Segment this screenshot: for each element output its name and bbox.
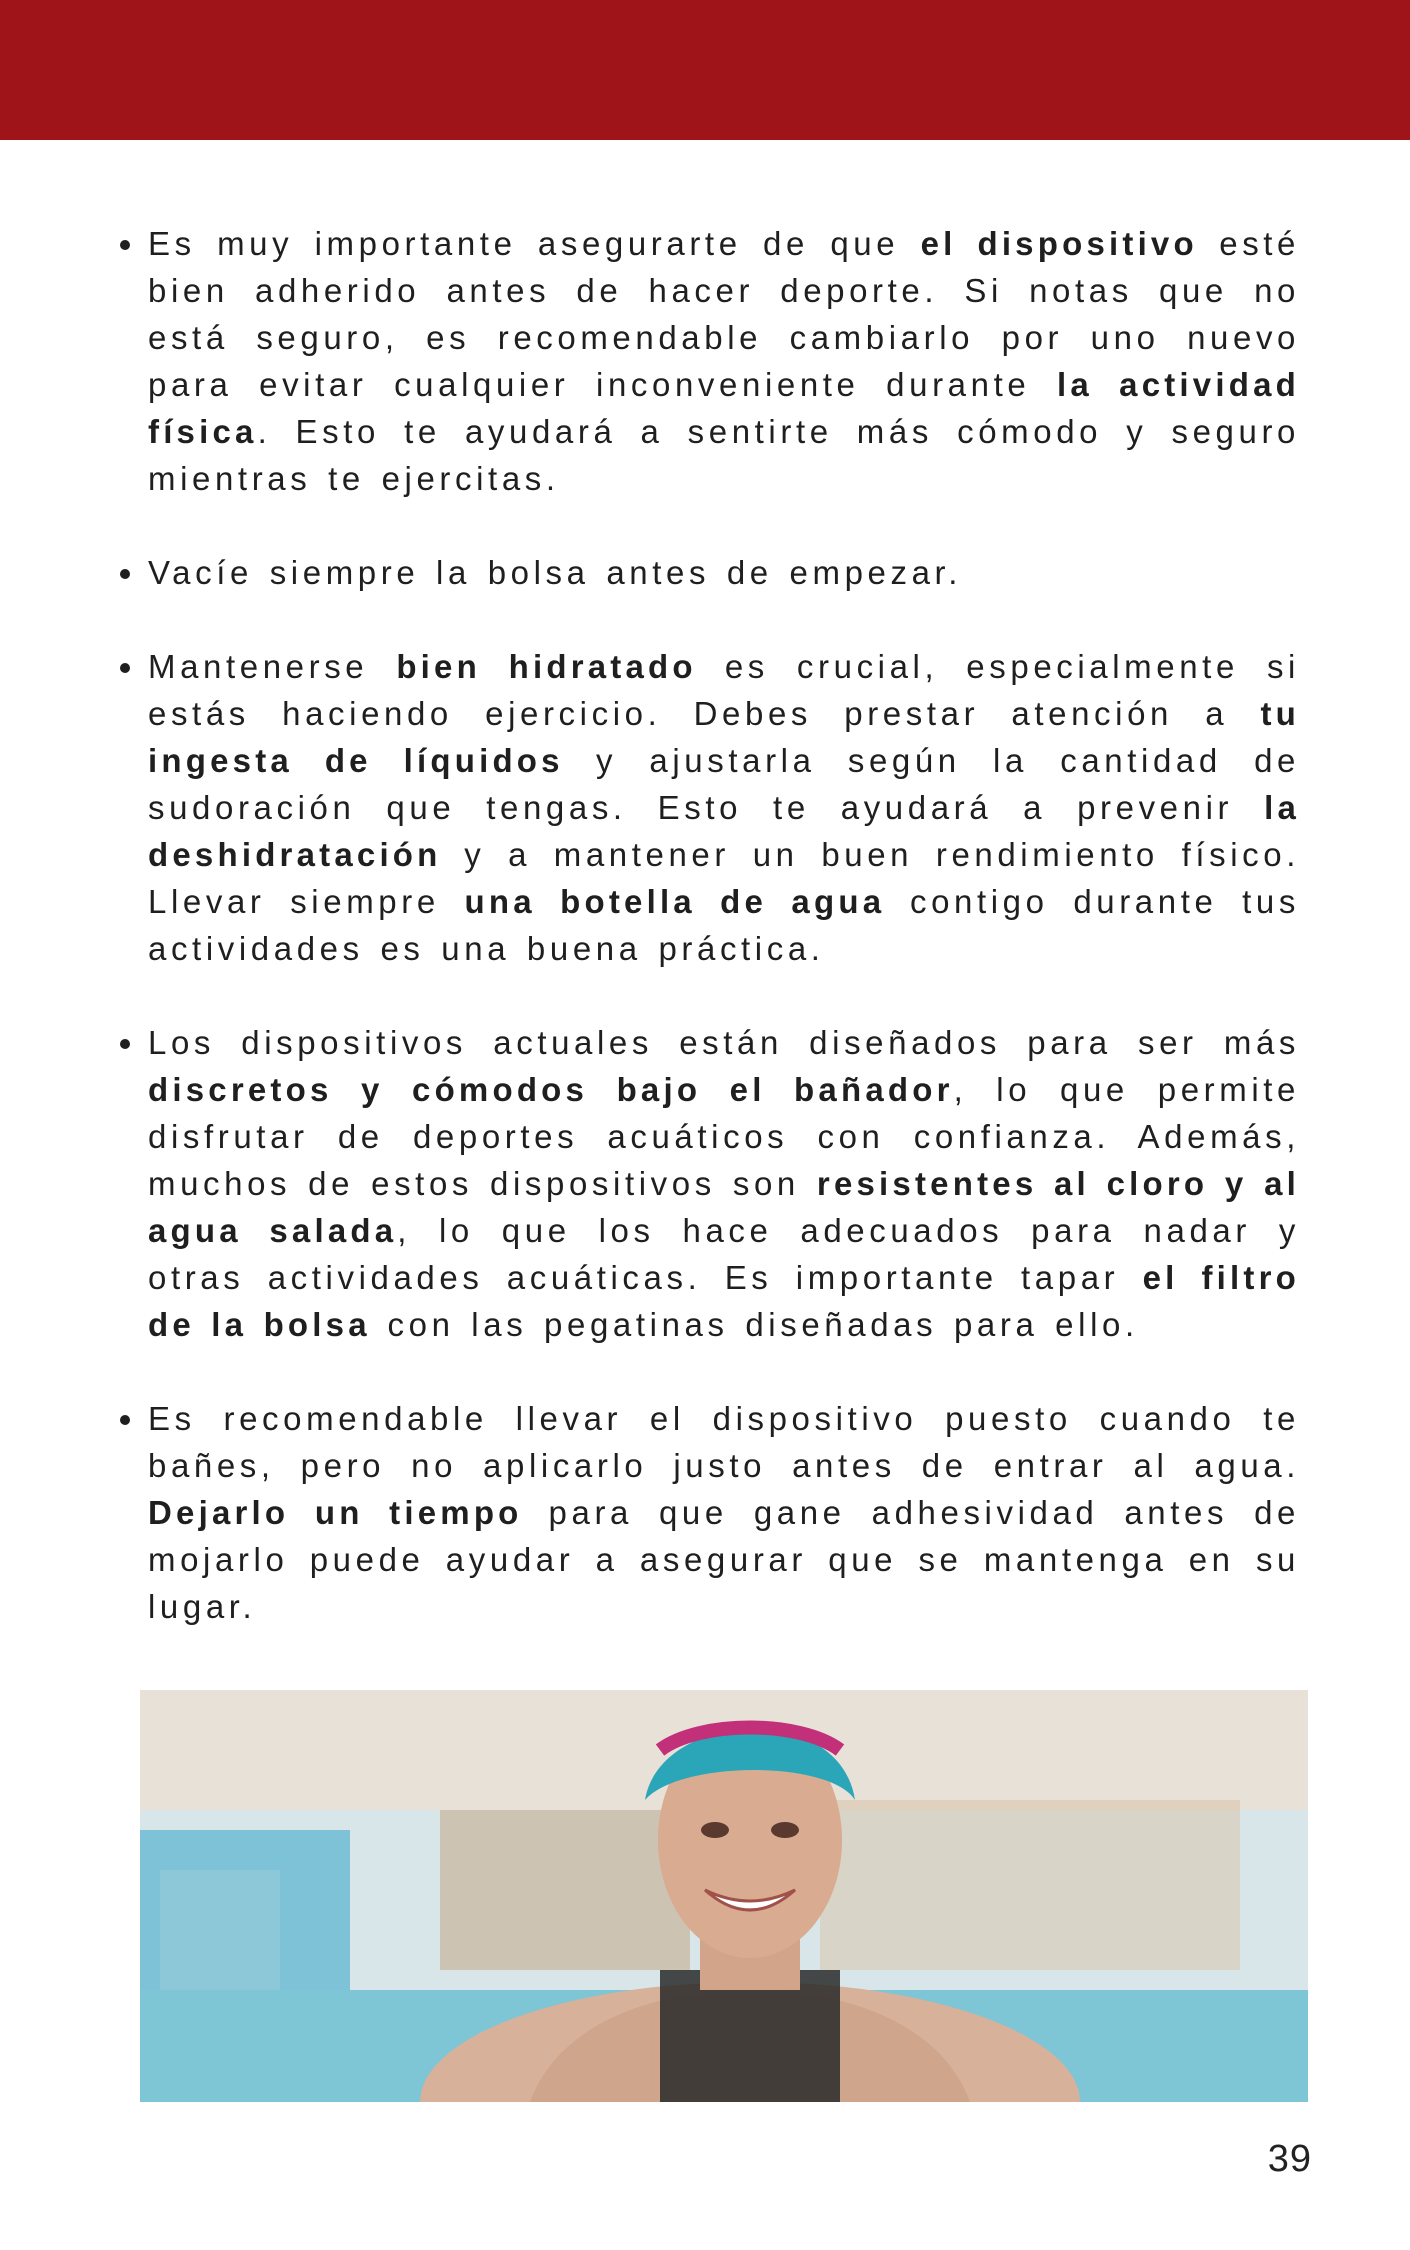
bullet-text xyxy=(148,225,1300,497)
text-run: es crucial, especialmente si estás haciendo ejercicio. Debes prestar atención a xyxy=(148,648,1300,732)
text-run: contigo durante tus actividades es una buena práctica. xyxy=(148,883,1300,967)
text-run: y ajustarla según la cantidad de sudoración que tengas. Esto te ayudará a prevenir xyxy=(148,742,1300,826)
bullet-item xyxy=(120,220,1300,502)
bold-phrase: la deshidratación xyxy=(148,789,1300,873)
header-band xyxy=(0,0,1410,140)
bold-phrase: Dejarlo un tiempo xyxy=(148,1494,523,1531)
text-run: . Esto te ayudará a sentirte más cómodo y seguro mientras te ejercitas. xyxy=(148,413,1300,497)
text-run: , lo que los hace adecuados para nadar y otras actividades acuáticas. Es importante tapar xyxy=(148,1212,1300,1296)
text-run: con las pegatinas diseñadas para ello. xyxy=(370,1306,1139,1343)
bullet-item xyxy=(120,1019,1300,1348)
swimmer-photo xyxy=(140,1690,1308,2102)
bold-phrase: la actividad física xyxy=(148,366,1300,450)
text-run: Es muy importante asegurarte de que xyxy=(148,225,921,262)
bullet-text xyxy=(148,554,962,591)
bold-phrase: una botella de agua xyxy=(464,883,886,920)
page-number: 39 xyxy=(1267,2138,1312,2180)
bullet-item xyxy=(120,549,1300,596)
text-run: Mantenerse xyxy=(148,648,397,685)
bullet-text xyxy=(148,648,1300,967)
bullet-item xyxy=(120,1395,1300,1630)
bold-phrase: discretos y cómodos bajo el bañador xyxy=(148,1071,954,1108)
text-run: Es recomendable llevar el dispositivo puesto cuando te bañes, pero no aplicarlo justo antes de entrar al agua. xyxy=(148,1400,1300,1484)
bold-phrase: el dispositivo xyxy=(920,225,1198,262)
swimmer-illustration xyxy=(140,1690,1308,2102)
bold-phrase: bien hidratado xyxy=(396,648,697,685)
text-run: para que gane adhesividad antes de mojarlo puede ayudar a asegurar que se mantenga en su lugar. xyxy=(148,1494,1300,1625)
bullet-dot-icon xyxy=(120,1415,130,1425)
bold-phrase: tu ingesta de líquidos xyxy=(148,695,1300,779)
bold-phrase: el filtro de la bolsa xyxy=(148,1259,1300,1343)
text-run: Vacíe siempre la bolsa antes de empezar. xyxy=(148,554,963,591)
text-run: Los dispositivos actuales están diseñados para ser más xyxy=(148,1024,1300,1061)
bullet-dot-icon xyxy=(120,569,130,579)
bullet-text xyxy=(148,1400,1300,1625)
text-run: esté bien adherido antes de hacer deporte. Si notas que no está seguro, es recomendable cambiarlo por uno nuevo para evitar cualquier inconveniente durante xyxy=(148,225,1301,403)
bullet-dot-icon xyxy=(120,663,130,673)
text-run: , lo que permite disfrutar de deportes acuáticos con confianza. Además, muchos de estos dispositivos son xyxy=(148,1071,1300,1202)
bullet-item xyxy=(120,643,1300,972)
bullet-text xyxy=(148,1024,1300,1343)
bullet-dot-icon xyxy=(120,240,130,250)
bullet-list xyxy=(120,220,1300,1677)
bullet-dot-icon xyxy=(120,1039,130,1049)
text-run: y a mantener un buen rendimiento físico. Llevar siempre xyxy=(148,836,1300,920)
bold-phrase: resistentes al cloro y al agua salada xyxy=(148,1165,1300,1249)
